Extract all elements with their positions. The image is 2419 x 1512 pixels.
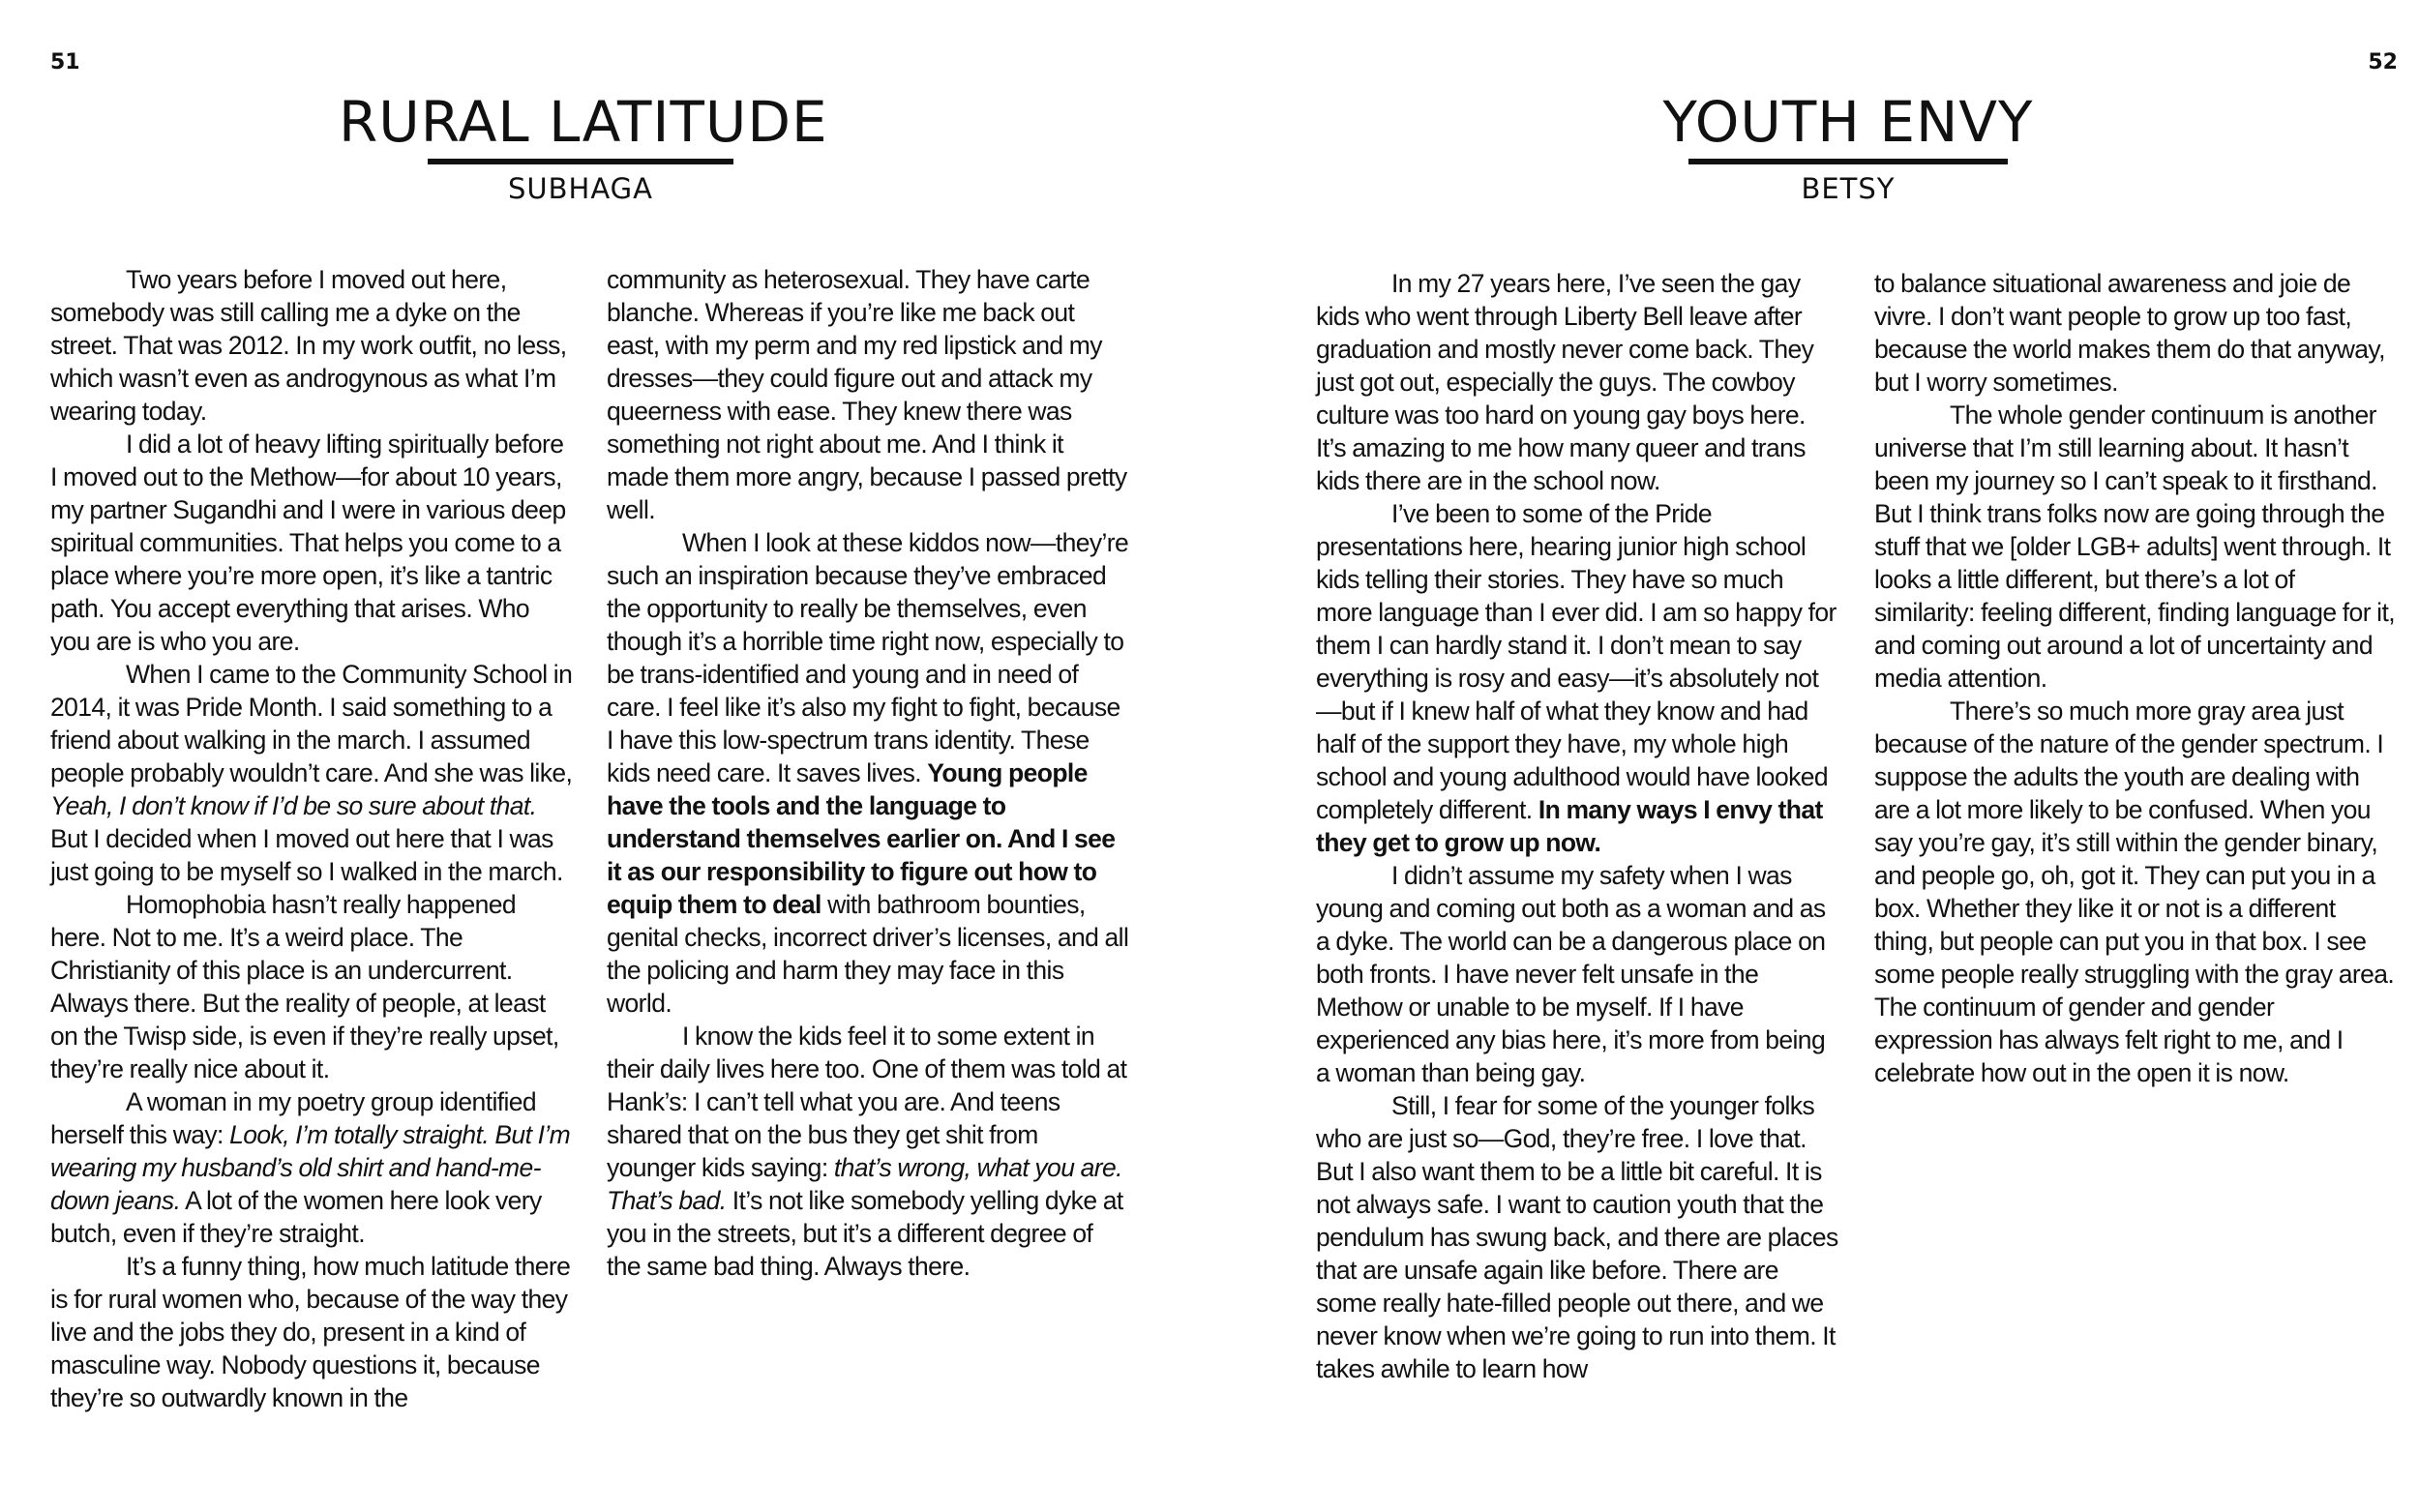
paragraph: Two years before I moved out here, somebody was still calling me a dyke on the street. That was 2012. In my work outfit, no less, which wasn’t even as androgynous as what I’m wearing today. xyxy=(50,265,567,426)
text-column-1 xyxy=(50,263,573,1414)
paragraph: In my 27 years here, I’ve seen the gay kids who went through Liberty Bell leave after graduation and mostly never come back. They just got out, especially the guys. The cowboy culture was too hard on young gay boys here. It’s amazing to me how many queer and trans kids there are in the school now. xyxy=(1316,269,1814,495)
paragraph: Still, I fear for some of the younger folks who are just so—God, they’re free. I love that. But I also want them to be a little bit careful. It is not always safe. I want to caution youth that the pendulum has swung back, and there are places that are unsafe again like before. There are some really hate-filled people out there, and we never know when we’re going to run into them. It takes awhile to learn how xyxy=(1316,1091,1838,1383)
italic-quote: that’s wrong, what you are. That’s bad. xyxy=(607,1153,1122,1215)
italic-quote: Yeah, I don’t know if I’d be so sure about that. xyxy=(50,791,537,820)
paragraph: I know the kids feel it to some extent in their daily lives here too. One of them was told at Hank’s: I can’t tell what you are. And teens shared that on the bus they get shit from younger kids saying: that’s wrong, what you are. That’s bad. It’s not like somebody yelling dyke at you in the streets, but it’s a different degree of the same bad thing. Always there. xyxy=(607,1022,1127,1281)
paragraph: When I look at these kiddos now—they’re such an inspiration because they’ve embraced the opportunity to really be themselves, even though it’s a horrible time right now, especially to be trans-identified and young and in need of care. I feel like it’s also my fight to fight, because I have this low-spectrum trans identity. These kids need care. It saves lives. Young people have the tools and the language to understand themselves earlier on. And I see it as our responsibility to figure out how to equip them to deal with bathroom bounties, genital checks, incorrect driver’s licenses, and all the policing and harm they may face in this world. xyxy=(607,528,1129,1018)
italic-quote: Look, I’m totally straight. But I’m wearing my husband’s old shirt and hand-me-down jeans. xyxy=(50,1120,571,1215)
paragraph: The whole gender continuum is another universe that I’m still learning about. It hasn’t been my journey so I can’t speak to it firsthand. But I think trans folks now are going through the stuff that we [older LGB+ adults] went through. It looks a little different, but there’s a lot of similarity: feeling different, finding language for it, and coming out around a lot of uncertainty and media attention. xyxy=(1874,400,2395,693)
paragraph-continued: to balance situational awareness and joie de vivre. I don’t want people to grow up too fast, because the world makes them do that anyway, but I worry sometimes. xyxy=(1874,269,2385,397)
paragraph: I’ve been to some of the Pride presentations here, hearing junior high school kids telling their stories. They have so much more language than I ever did. I am so happy for them I can hardly stand it. I don’t mean to say everything is rosy and easy—it’s absolutely not—but if I knew half of what they know and had half of the support they have, my whole high school and young adulthood would have looked completely different. In many ways I envy that they get to grow up now. xyxy=(1316,499,1837,857)
paragraph: When I came to the Community School in 2014, it was Pride Month. I said something to a friend about walking in the march. I assumed people probably wouldn’t care. And she was like, Yeah, I don’t know if I’d be so sure about that. But I decided when I moved out here that I was just going to be myself so I walked in the march. xyxy=(50,660,573,886)
pull-quote: In many ways I envy that they get to grow up now. xyxy=(1316,795,1823,857)
paragraph: A woman in my poetry group identified herself this way: Look, I’m totally straight. But I’m wearing my husband’s old shirt and hand-me-down jeans. A lot of the women here look very butch, even if they’re straight. xyxy=(50,1087,571,1248)
text-column-3 xyxy=(1316,267,1838,1385)
paragraph: There’s so much more gray area just because of the nature of the gender spectrum. I suppose the adults the youth are dealing with are a lot more likely to be confused. When you say you’re gay, it’s still within the gender binary, and people go, oh, got it. They can put you in a box. Whether they like it or not is a different thing, but people can put you in that box. I see some people really struggling with the gray area. The continuum of gender and gender expression has always felt right to me, and I celebrate how out in the open it is now. xyxy=(1874,697,2395,1087)
paragraph: It’s a funny thing, how much latitude there is for rural women who, because of the way they live and the jobs they do, present in a kind of masculine way. Nobody questions it, because they’re so outwardly known in the xyxy=(50,1252,571,1412)
text-column-4 xyxy=(1874,267,2397,1089)
paragraph: Homophobia hasn’t really happened here. Not to me. It’s a weird place. The Christianity of this place is an undercurrent. Always there. But the reality of people, at least on the Twisp side, is even if they’re really upset, they’re really nice about it. xyxy=(50,890,559,1083)
page-number-right: 52 xyxy=(2368,50,2398,74)
paragraph: I didn’t assume my safety when I was young and coming out both as a woman and as a dyke. The world can be a dangerous place on both fronts. I have never felt unsafe in the Methow or unable to be myself. If I have experienced any bias here, it’s more from being a woman than being gay. xyxy=(1316,861,1826,1087)
paragraph-continued: community as heterosexual. They have carte blanche. Whereas if you’re like me back out east, with my perm and my red lipstick and my dresses—they could figure out and attack my queerness with ease. They knew there was something not right about me. And I think it made them more angry, because I passed pretty well. xyxy=(607,265,1127,524)
article-author-left: SUBHAGA xyxy=(508,172,653,205)
article-title-right: YOUTH ENVY xyxy=(1662,89,2034,155)
paragraph: I did a lot of heavy lifting spiritually before I moved out to the Methow—for about 10 years, my partner Sugandhi and I were in various deep spiritual communities. That helps you come to a place where you’re more open, it’s like a tantric path. You accept everything that arises. Who you are is who you are. xyxy=(50,430,566,656)
article-title-left: RURAL LATITUDE xyxy=(339,89,828,155)
title-underline-right xyxy=(1688,159,2008,164)
text-column-2 xyxy=(607,263,1129,1283)
article-header-left xyxy=(339,89,828,205)
page-number-left: 51 xyxy=(50,50,80,74)
title-underline-left xyxy=(428,159,733,164)
article-author-right: BETSY xyxy=(1801,172,1896,205)
pull-quote: Young people have the tools and the language to understand themselves earlier on. And I see it as our responsibility to figure out how to equip them to deal xyxy=(607,758,1116,919)
article-header-right xyxy=(1606,89,2090,205)
